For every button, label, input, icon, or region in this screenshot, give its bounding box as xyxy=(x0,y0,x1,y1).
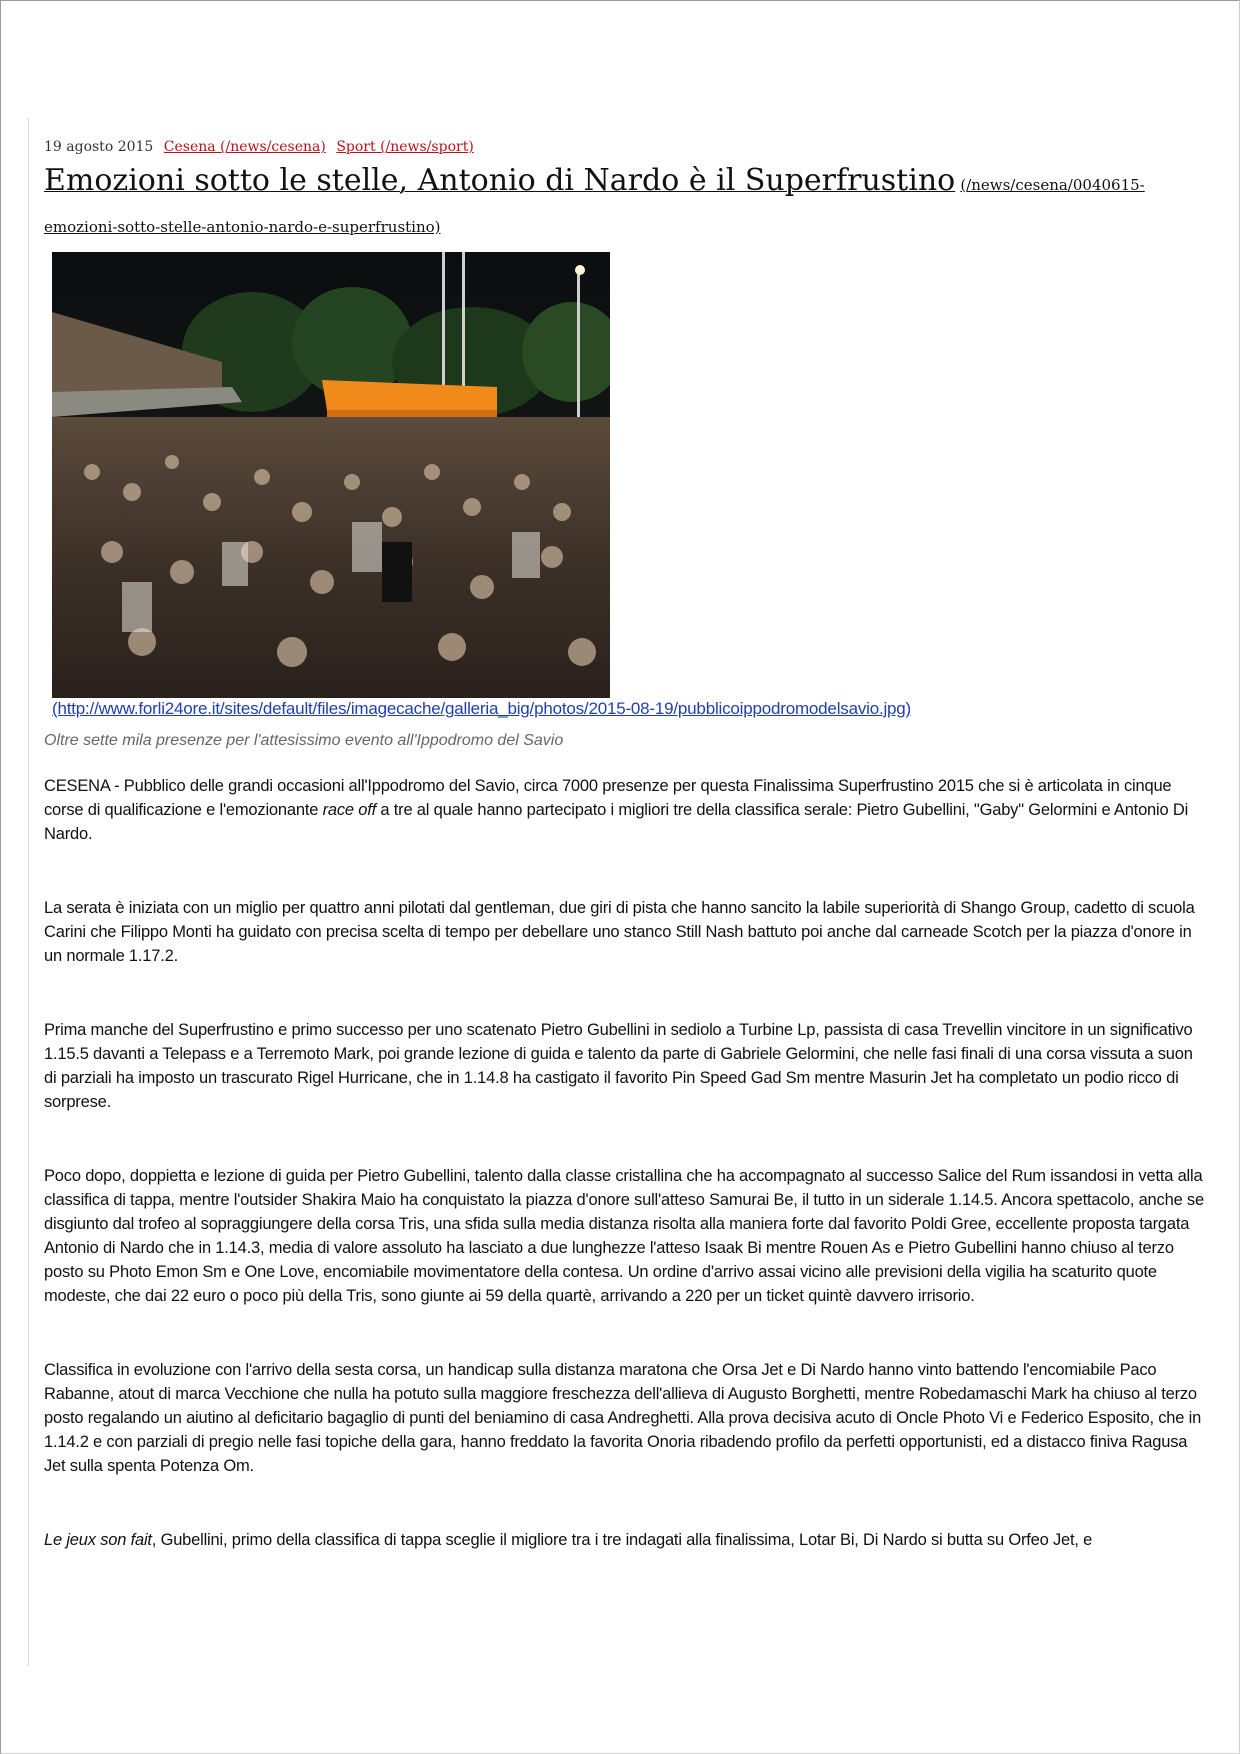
headline-url[interactable]: (/news/cesena/0040615-emozioni-sotto-stelle-antonio-nardo-e-superfrustino) xyxy=(44,176,1145,236)
paragraph-1 xyxy=(44,774,1204,846)
photo-caption: Oltre sette mila presenze per l'attesissimo evento all'Ippodromo del Savio xyxy=(44,732,564,749)
headline-title[interactable]: Emozioni sotto le stelle, Antonio di Nardo è il Superfrustino xyxy=(44,163,956,198)
paragraph-6-text: , Gubellini, primo della classifica di tappa sceglie il migliore tra i tre indagati alla finalissima, Lotar Bi, Di Nardo si butta su Orfeo Jet, e xyxy=(151,1531,1093,1549)
photo-source-link[interactable]: (http://www.forli24ore.it/sites/default/files/imagecache/galleria_big/photos/2015-08-19/pubblicoippodromodelsavio.jpg) xyxy=(52,699,912,718)
paragraph-3: Prima manche del Superfrustino e primo successo per uno scatenato Pietro Gubellini in sediolo a Turbine Lp, passista di casa Trevellin vincitore in un significativo 1.15.5 davanti a Telepass e a Terremoto Mark, poi grande lezione di guida e talento da parte di Gabriele Gelormini, che nelle fasi finali di una corsa vissuta a suon di parziali ha imposto un trascurato Rigel Hurricane, che in 1.14.8 ha castigato il favorito Pin Speed Gad Sm mentre Masurin Jet ha completato un podio ricco di sorprese. xyxy=(44,1021,1193,1111)
paragraph-4: Poco dopo, doppietta e lezione di guida per Pietro Gubellini, talento dalla classe cristallina che ha accompagnato al successo Salice del Rum issandosi in vetta alla classifica di tappa, mentre l'outsider Shakira Maio ha conquistato la piazza d'onore sull'atteso Samurai Be, il tutto in un siderale 1.14.5. Ancora spettacolo, anche se disgiunto dal trofeo al sopraggiungere della corsa Tris, una sfida sulla media distanza risolta alla maniera forte dal favorito Poldi Gree, eccellente proposta targata Antonio di Nardo che in 1.14.3, media di valore assoluto ha lasciato a due lunghezze l'atteso Isaak Bi mentre Rouen As e Pietro Gubellini hanno chiuso al terzo posto su Photo Emon Sm e One Love, encomiabile movimentatore della contesa. Un ordine d'arrivo assai vicino alle previsioni della vigilia ha scaturito quote modeste, che dai 22 euro o poco più della Tris, sono giunte ai 59 della quartè, arrivando a 220 per un ticket quintè davvero irrisorio. xyxy=(44,1167,1204,1305)
article xyxy=(44,138,1204,1549)
article-photo xyxy=(52,252,610,698)
paragraph-6-italic: Le jeux son fait xyxy=(44,1531,152,1549)
article-date: 19 agosto 2015 xyxy=(44,139,154,155)
paragraph-2: La serata è iniziata con un miglio per quattro anni pilotati dal gentleman, due giri di pista che hanno sancito la labile superiorità di Shango Group, cadetto di scuola Carini che Filippo Monti ha guidato con precisa scelta di tempo per debellare uno stanco Still Nash battuto poi anche dal carneade Scotch per la piazza d'onore in un normale 1.17.2. xyxy=(44,899,1195,965)
paragraph-1-end: a tre al quale hanno partecipato i migliori tre della classifica serale: Pietro Gubellini, "Gaby" Gelormini e Antonio Di Nardo. xyxy=(44,801,1189,843)
paragraph-1-text: CESENA - Pubblico delle grandi occasioni all'Ippodromo del Savio, circa 7000 presenze per questa Finalissima Superfrustino 2015 che si è articolata in cinque corse di qualificazione e l'emozionante xyxy=(44,777,1172,819)
paragraph-1-italic: race off xyxy=(322,801,377,819)
category-link-sport[interactable]: Sport (/news/sport) xyxy=(336,139,474,155)
category-link-cesena[interactable]: Cesena (/news/cesena) xyxy=(163,139,326,155)
paragraph-5: Classifica in evoluzione con l'arrivo della sesta corsa, un handicap sulla distanza maratona che Orsa Jet e Di Nardo hanno vinto battendo l'encomiabile Paco Rabanne, atout di marca Vecchione che nulla ha potuto sulla maggiore freschezza dell'allieva di Augusto Borghetti, mentre Robedamaschi Mark ha chiuso al terzo posto regalando un aiutino al deficitario bagaglio di punti del beniamino di casa Andreghetti. Alla prova decisiva acuto di Oncle Photo Vi e Federico Esposito, che in 1.14.2 e con parziali di pregio nelle fasi topiche della gara, hanno freddato la favorita Onoria ribadendo profilo da perfetti opportunisti, ed a distacco finiva Ragusa Jet sulla spenta Potenza Om. xyxy=(44,1361,1202,1475)
content-divider xyxy=(28,118,29,1666)
article-headline[interactable] xyxy=(44,160,1204,248)
crowd-photo-illustration xyxy=(52,252,610,698)
article-meta xyxy=(44,138,1204,156)
paragraph-6 xyxy=(44,1528,1204,1552)
article-body xyxy=(44,774,1204,1552)
